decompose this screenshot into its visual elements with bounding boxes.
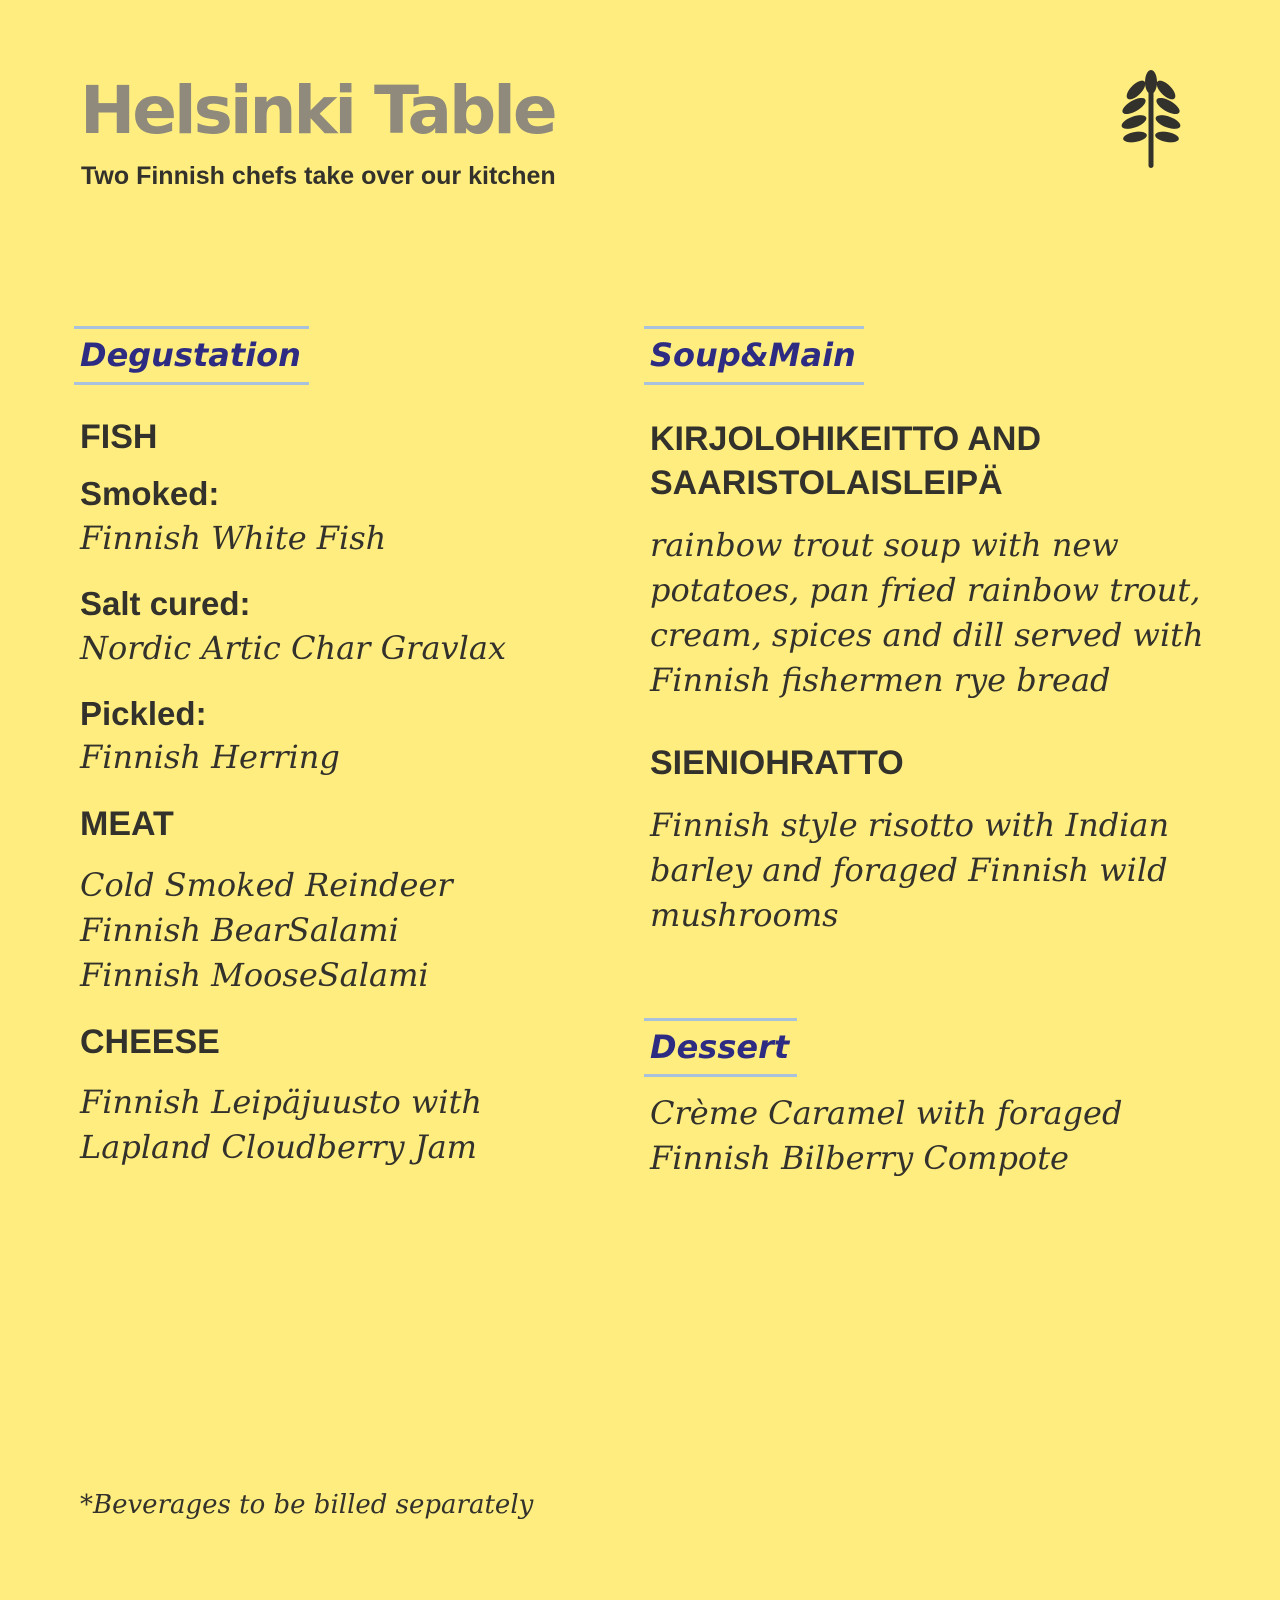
section-heading-soup-main: Soup&Main: [644, 326, 864, 385]
dish-description: [650, 523, 1210, 703]
dish-description-line: Finnish style risotto with Indian: [650, 806, 1170, 845]
dish-description-line: barley and foraged Finnish wild: [650, 851, 1168, 890]
dish-title-line: SAARISTOLAISLEIPÄ: [650, 463, 1003, 502]
fish-item-dish: Nordic Artic Char Gravlax: [80, 628, 506, 667]
section-heading-degustation: Degustation: [74, 326, 309, 385]
dish-title: [650, 417, 1210, 505]
dish-title: SIENIOHRATTO: [650, 743, 904, 782]
dish-title-line: KIRJOLOHIKEITTO AND: [650, 419, 1042, 458]
dish-description-line: mushrooms: [650, 896, 839, 935]
dish-description-line: Finnish fishermen rye bread: [650, 660, 1111, 699]
fish-item-dish: Finnish White Fish: [80, 518, 387, 557]
fish-item-label: Smoked:: [80, 474, 220, 512]
dessert-line: Finnish Bilberry Compote: [650, 1138, 1069, 1177]
fish-item: [80, 473, 600, 561]
fish-item-dish: Finnish Herring: [80, 738, 340, 777]
section-heading-dessert: Dessert: [644, 1018, 797, 1077]
category-cheese: CHEESE: [80, 1022, 220, 1061]
page-title: Helsinki Table: [80, 72, 555, 149]
dish-description-line: cream, spices and dill served with: [650, 615, 1204, 654]
fish-item: [80, 693, 600, 781]
cheese-description: [80, 1080, 600, 1170]
degustation-column: [80, 326, 600, 1170]
page-subtitle: Two Finnish chefs take over our kitchen: [81, 162, 556, 190]
fish-item-label: Salt cured:: [80, 584, 251, 622]
footer-note: *Beverages to be billed separately: [80, 1490, 534, 1520]
dessert-line: Crème Caramel with foraged: [650, 1093, 1123, 1132]
dessert-description: [650, 1091, 1210, 1181]
dish-description-line: rainbow trout soup with new: [650, 525, 1119, 564]
soup-main-column: [650, 326, 1210, 1181]
meat-item: Finnish MooseSalami: [80, 955, 429, 994]
cheese-line: Finnish Leipäjuusto with: [80, 1082, 483, 1121]
dish-description: [650, 803, 1210, 938]
fish-item-label: Pickled:: [80, 694, 207, 732]
cheese-line: Lapland Cloudberry Jam: [80, 1127, 477, 1166]
category-meat: MEAT: [80, 805, 174, 844]
meat-list: [80, 863, 600, 998]
meat-item: Finnish BearSalami: [80, 910, 399, 949]
dish-description-line: potatoes, pan fried rainbow trout,: [650, 570, 1201, 609]
fish-item: [80, 583, 600, 671]
leaf-sprig-icon: [1120, 70, 1182, 168]
category-fish: FISH: [80, 417, 158, 456]
meat-item: Cold Smoked Reindeer: [80, 865, 453, 904]
